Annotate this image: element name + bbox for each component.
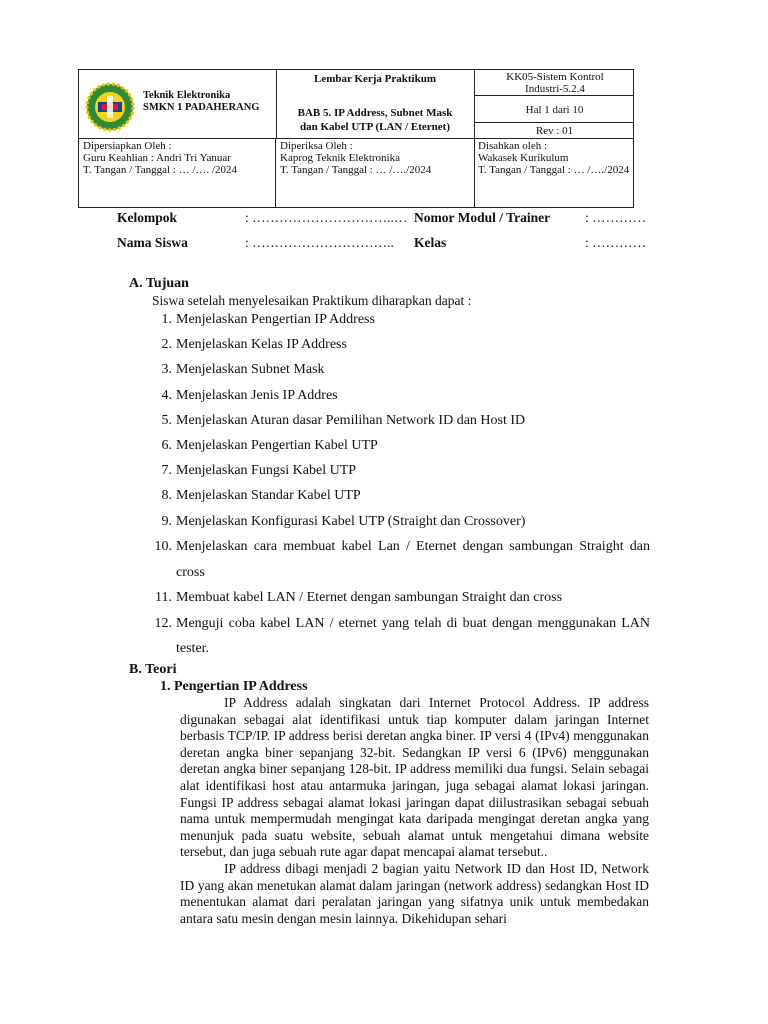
list-item: 11. Membuat kabel LAN / Eternet dengan sambungan Straight dan cross (155, 590, 563, 606)
list-item: 1. Menjelaskan Pengertian IP Address (161, 312, 375, 327)
approved-title: Disahkan oleh : (478, 140, 548, 152)
list-item: 7. Menjelaskan Fungsi Kabel UTP (161, 463, 357, 479)
prepared-by-block (83, 140, 273, 176)
paragraph-2: IP address dibagi menjadi 2 bagian yaitu Network ID dan Host ID, Network ID yang akan menetukan alamat dalam jaringan (network address) sedangkan Host ID menentukan alamat dari peralatan jaringan yang sifatnya unik untuk membedakan antara satu mesin dengan mesin lainnya. Dikehidupan sehari (180, 860, 649, 926)
prepared-sign: T. Tangan / Tanggal : … /…. /2024 (83, 164, 237, 176)
nama-label: Nama Siswa (117, 235, 188, 250)
list-item: 4. Menjelaskan Jenis IP Addres (161, 387, 338, 403)
checked-sign: T. Tangan / Tanggal : … /…./2024 (280, 164, 432, 176)
checked-by-block (280, 140, 472, 176)
approved-sign: T. Tangan / Tanggal : … /…./2024 (478, 164, 630, 176)
section-a-intro: Siswa setelah menyelesaikan Praktikum diharapkan dapat : (152, 293, 472, 308)
school-dept: Teknik Elektronika (143, 90, 231, 101)
section-a-heading: A. Tujuan (129, 276, 189, 291)
prepared-title: Dipersiapkan Oleh : (83, 140, 172, 152)
list-item: 6. Menjelaskan Pengertian Kabel UTP (161, 437, 378, 453)
list-item: 3. Menjelaskan Subnet Mask (161, 362, 325, 378)
school-block (79, 70, 277, 139)
school-name: SMKN 1 PADAHERANG (143, 102, 260, 113)
list-item: 12. Menguji coba kabel LAN / eternet yang telah di buat dengan menggunakan LAN tester. (154, 615, 650, 657)
list-item: 5. Menjelaskan Aturan dasar Pemilihan Network ID dan Host ID (161, 412, 526, 428)
nama-field[interactable]: : ………………………….. (245, 235, 394, 250)
section-b-heading: B. Teori (129, 662, 177, 677)
sheet-title: Lembar Kerja Praktikum (313, 73, 436, 85)
revision-label: Rev : 01 (535, 125, 574, 137)
goals-list (152, 311, 650, 666)
approved-by-block (478, 140, 633, 176)
page-indicator: Hal 1 dari 10 (525, 104, 584, 116)
school-logo-icon (85, 82, 135, 132)
kelas-label: Kelas (414, 235, 447, 250)
section-b-subheading: 1. Pengertian IP Address (160, 679, 308, 694)
prepared-name: Guru Keahlian : Andri Tri Yanuar (83, 152, 231, 164)
checked-name: Kaprog Teknik Elektronika (280, 152, 400, 164)
approved-name: Wakasek Kurikulum (478, 152, 569, 164)
theory-text (180, 695, 649, 927)
document-code: KK05-Sistem Kontrol Industri-5.2.4 (506, 71, 604, 95)
modul-field[interactable]: : ………… (585, 210, 647, 225)
kelas-field[interactable]: : ………… (585, 235, 647, 250)
kelompok-field[interactable]: : …………………………..… (245, 210, 408, 225)
modul-label: Nomor Modul / Trainer (414, 210, 551, 225)
list-item: 2. Menjelaskan Kelas IP Address (161, 337, 347, 353)
chapter-title: BAB 5. IP Address, Subnet Mask dan Kabel UTP (LAN / Eternet) (297, 107, 453, 133)
list-item: 8. Menjelaskan Standar Kabel UTP (161, 488, 361, 504)
list-item: 9. Menjelaskan Konfigurasi Kabel UTP (Straight dan Crossover) (161, 513, 526, 529)
list-item: 10. Menjelaskan cara membuat kabel Lan / Eternet dengan sambungan Straight dan cross (154, 539, 650, 580)
checked-title: Diperiksa Oleh : (280, 140, 353, 152)
document-header-table (78, 69, 634, 208)
kelompok-label: Kelompok (117, 210, 178, 225)
paragraph-1: IP Address adalah singkatan dari Internet Protocol Address. IP address digunakan sebagai alat identifikasi untuk tiap komputer dalam jaringan Internet berbasis TCP/IP. IP address berisi deretan angka biner. IP versi 4 (IPv4) menggunakan deretan angka biner sepanjang 32-bit. Sedangkan IP versi 6 (IPv6) menggunakan deretan angka biner sepanjang 128-bit. IP address memiliki dua fungsi. Selain sebagai alat identifikasi host atau antarmuka jaringan, juga sebagai alamat lokasi jaringan. Fungsi IP address sebagai alamat lokasi jaringan dapat diilustrasikan sebagai sebuah nama untuk mempermudah mengingat kata daripada mengingat deretan angka yang menunjuk pada suatu website, sebuah alamat untuk mengetahui dimana website tersebut, dan juga sebuah rute agar dapat mencapai alamat tersebut.. (180, 695, 649, 860)
